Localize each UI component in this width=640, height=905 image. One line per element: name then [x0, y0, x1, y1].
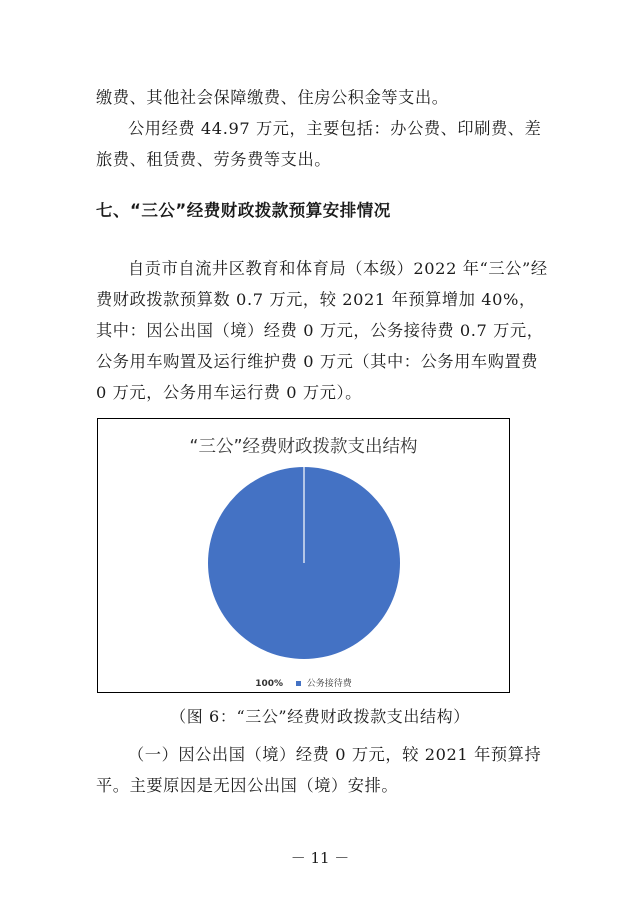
page-number: － 11 － — [290, 849, 350, 867]
legend-entry: 公务接待费 — [306, 679, 352, 689]
pie-chart — [97, 418, 510, 693]
pie-chart-canvas — [98, 419, 509, 692]
chart-title: “三公”经费财政拨款支出结构 — [189, 437, 418, 457]
section-heading: 七、“三公”经费财政拨款预算安排情况 — [96, 201, 391, 220]
paragraph-staff-costs: 缴费、其他社会保障缴费、住房公积金等支出。 — [96, 88, 449, 107]
paragraph-three-public-budget: 自贡市自流井区教育和体育局（本级）2022 年“三公”经费财政拨款预算数 0.7 万元，较 2021 年预算增加 40%，其中：因公出国（境）经费 0 万元，公务接待费 0.7 万元，公务用车购置及运行维护费 0 万元（其中：公务用车购置费 0 万元，公务用车运行费 0 万元）。 — [96, 259, 548, 402]
chart-legend — [98, 676, 509, 689]
paragraph-overseas-travel: （一）因公出国（境）经费 0 万元，较 2021 年预算持平。主要原因是无因公出国（境）安排。 — [96, 745, 542, 795]
slice-data-label: 100% — [255, 679, 284, 689]
figure-caption: （图 6：“三公”经费财政拨款支出结构） — [170, 707, 470, 726]
paragraph-public-expenses: 公用经费 44.97 万元，主要包括：办公费、印刷费、差旅费、租赁费、劳务费等支出。 — [96, 119, 542, 169]
legend-swatch — [296, 681, 301, 686]
